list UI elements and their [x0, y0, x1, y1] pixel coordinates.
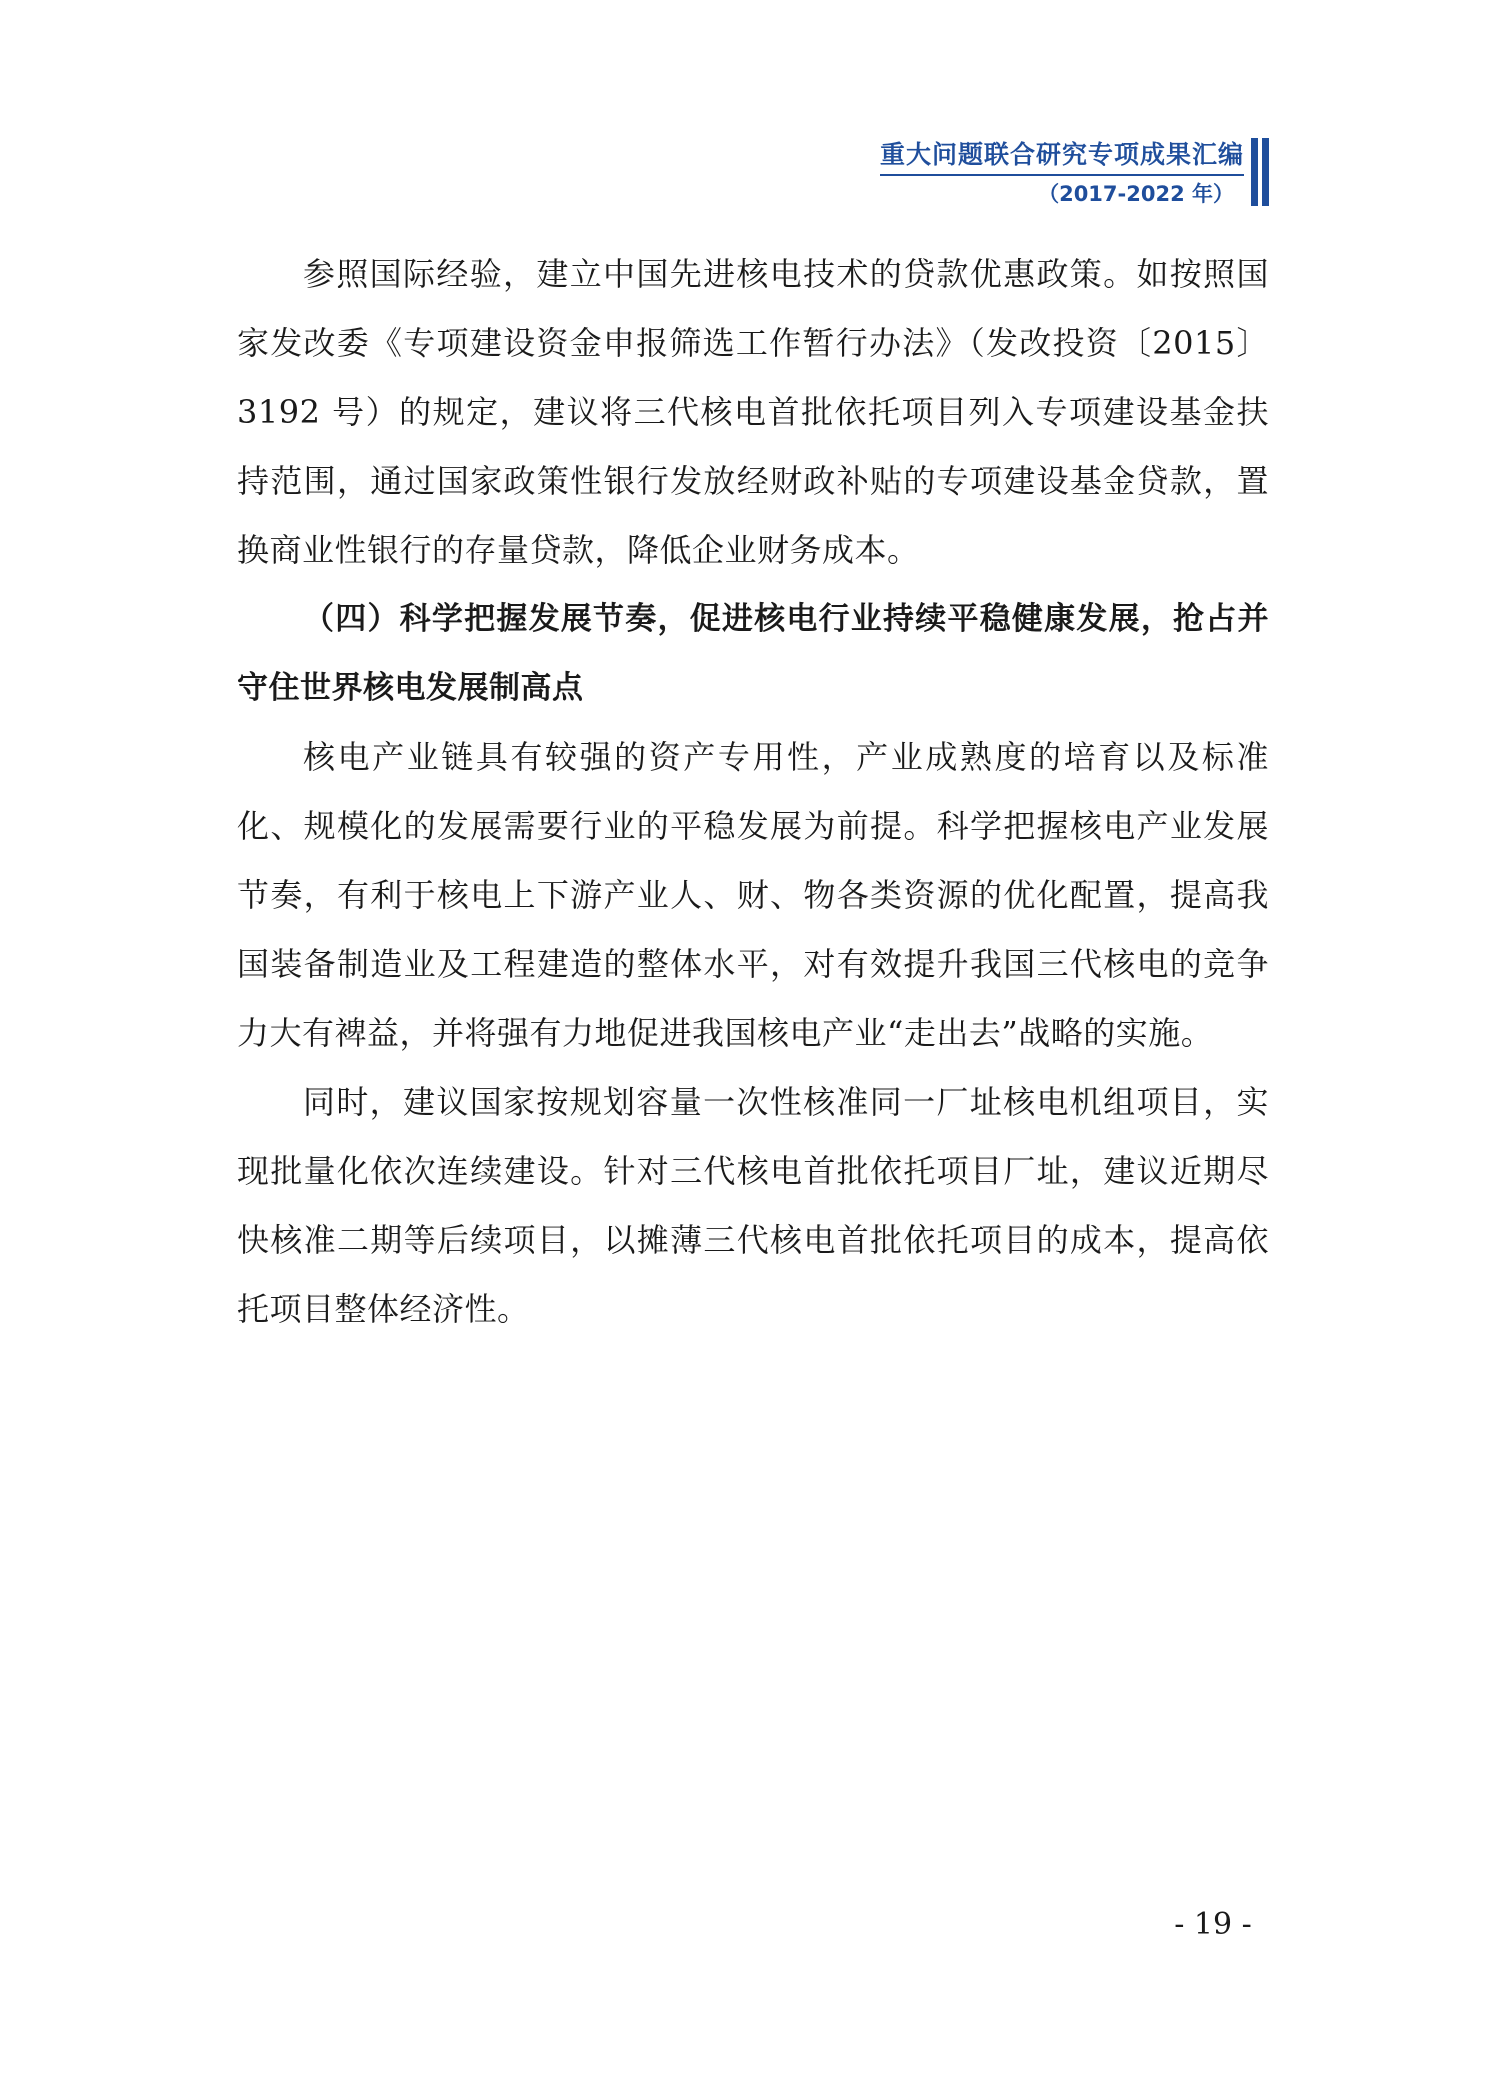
paragraph-batch-approval: 同时，建议国家按规划容量一次性核准同一厂址核电机组项目，实现批量化依次连续建设。针对三代核电首批依托项目厂址，建议近期尽快核准二期等后续项目，以摊薄三代核电首批依托项目的成本，提高依托项目整体经济性。 [237, 1083, 1269, 1328]
header-rule [880, 174, 1244, 176]
paragraph-development-pace: 核电产业链具有较强的资产专用性，产业成熟度的培育以及标准化、规模化的发展需要行业的平稳发展为前提。科学把握核电产业发展节奏，有利于核电上下游产业人、财、物各类资源的优化配置，提高我国装备制造业及工程建造的整体水平，对有效提升我国三代核电的竞争力大有裨益，并将强有力地促进我国核电产业“走出去”战略的实施。 [237, 738, 1269, 1052]
paragraph-loan-policy: 参照国际经验，建立中国先进核电技术的贷款优惠政策。如按照国家发改委《专项建设资金申报筛选工作暂行办法》（发改投资〔2015〕3192 号）的规定，建议将三代核电首批依托项目列入专项建设基金扶持范围，通过国家政策性银行发放经财政补贴的专项建设基金贷款，置换商业性银行的存量贷款，降低企业财务成本。 [237, 255, 1269, 569]
header-title: 重大问题联合研究专项成果汇编 [879, 140, 1244, 169]
page-number: - 19 - [1174, 1907, 1252, 1942]
header-accent-bar-left [1251, 138, 1258, 206]
running-header [880, 138, 1244, 209]
page-body [237, 240, 1269, 1344]
header-subtitle: （2017-2022 年） [1038, 182, 1234, 206]
header-accent-bar-right [1262, 138, 1269, 206]
section-heading-four: （四）科学把握发展节奏，促进核电行业持续平稳健康发展，抢占并守住世界核电发展制高点 [237, 601, 1269, 706]
